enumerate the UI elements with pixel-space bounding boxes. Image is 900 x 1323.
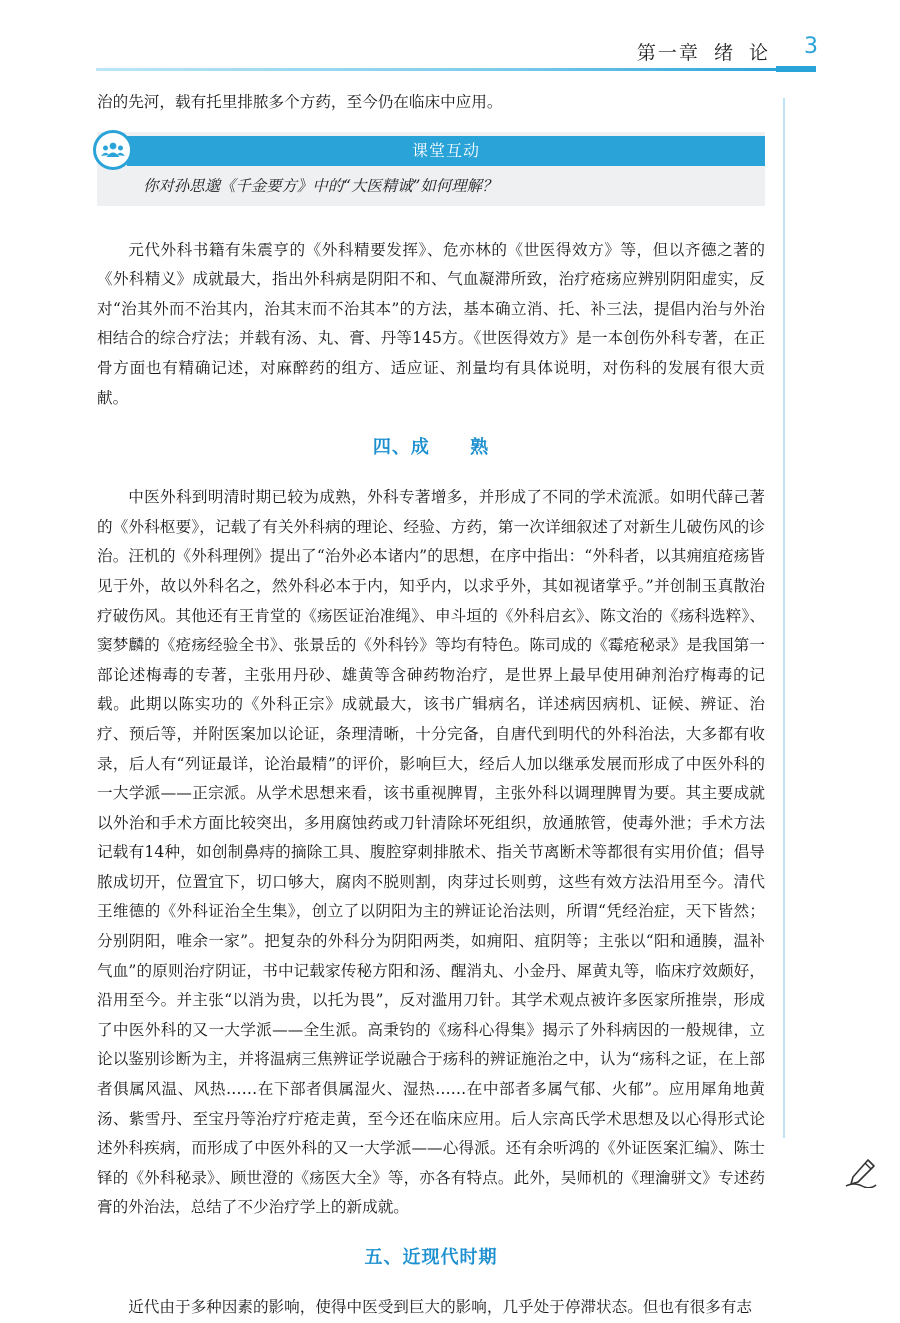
paragraph-modern-start: 近代由于多种因素的影响，使得中医受到巨大的影响，几乎处于停滞状态。但也有很多有志 bbox=[128, 1298, 752, 1316]
page-number: 3 bbox=[804, 34, 818, 59]
paragraph-ming-qing: 中医外科到明清时期已较为成熟，外科专著增多，并形成了不同的学术流派。如明代薛己著的《外科枢要》，记载了有关外科病的理论、经验、方药，第一次详细叙述了对新生儿破伤风的诊治。汪机的《外科理例》提出了“治外必本诸内”的思想，在序中指出：“外科者，以其痈疽疮疡皆见于外，故以外科名之，然外科必本于内，知乎内，以求乎外，其如视诸掌乎。”并创制玉真散治疗破伤风。其他还有王肯堂的《疡医证治准绳》、申斗垣的《外科启玄》、陈文治的《疡科选粹》、窦梦麟的《疮疡经验全书》、张景岳的《外科钤》等均有特色。陈司成的《霉疮秘录》是我国第一部论述梅毒的专著，主张用丹砂、雄黄等含砷药物治疗，是世界上最早使用砷剂治疗梅毒的记载。此期以陈实功的《外科正宗》成就最大，该书广辑病名，详述病因病机、证候、辨证、治疗、预后等，并附医案加以论证，条理清晰，十分完备，自唐代到明代的外科治法，大多都有收录，后人有“列证最详，论治最精”的评价，影响巨大，经后人加以继承发展而形成了中医外科的一大学派——正宗派。从学术思想来看，该书重视脾胃，主张外科以调理脾胃为要。其主要成就以外治和手术方面比较突出，多用腐蚀药或刀针清除坏死组织，放通脓管，使毒外泄；手术方法记载有14种，如创制鼻痔的摘除工具、腹腔穿刺排脓术、指关节离断术等都很有实用价值；倡导脓成切开，位置宜下，切口够大，腐肉不脱则割，肉芽过长则剪，这些有效方法沿用至今。清代王维德的《外科证治全生集》，创立了以阴阳为主的辨证论治法则，所谓“凭经治症，天下皆然；分别阴阳，唯余一家”。把复杂的外科分为阴阳两类，如痈阳、疽阴等；主张以“阳和通腠，温补气血”的原则治疗阴证，书中记载家传秘方阳和汤、醒消丸、小金丹、犀黄丸等，临床疗效颇好，沿用至今。并主张“以消为贵，以托为畏”，反对滥用刀针。其学术观点被许多医家所推崇，形成了中医外科的又一大学派——全生派。高秉钧的《疡科心得集》揭示了外科病因的一般规律，立论以鉴别诊断为主，并将温病三焦辨证学说融合于疡科的辨证施治之中，认为“疡科之证，在上部者俱属风温、风热……在下部者俱属湿火、湿热……在中部者多属气郁、火郁”。应用犀角地黄汤、紫雪丹、至宝丹等治疗疔疮走黄，至今还在临床应用。后人宗高氏学术思想及以心得形式论述外科疾病，而形成了中医外科的又一大学派——心得派。还有余听鸿的《外证医案汇编》、陈士铎的《外科秘录》、顾世澄的《疡医大全》等，亦各有特点。此外，吴师机的《理瀹骈文》专述药膏的外治法，总结了不少治疗学上的新成就。 bbox=[97, 488, 765, 1217]
classroom-interaction-box bbox=[97, 132, 765, 206]
header-rule bbox=[96, 68, 776, 71]
callout-question: 你对孙思邈《千金要方》中的“大医精诚”如何理解？ bbox=[143, 176, 498, 195]
margin-rule bbox=[783, 98, 785, 1138]
section-heading-4: 四、成 熟 bbox=[372, 437, 490, 459]
pen-writing-icon bbox=[844, 1158, 878, 1192]
page-header bbox=[0, 0, 900, 80]
header-rule-accent bbox=[776, 66, 816, 72]
chapter-title: 第一章 绪 论 bbox=[636, 42, 770, 64]
paragraph-yuan-dynasty: 元代外科书籍有朱震亨的《外科精要发挥》、危亦林的《世医得效方》等，但以齐德之著的《外科精义》成就最大，指出外科病是阴阳不和、气血凝滞所致，治疗疮疡应辨别阴阳虚实，反对“治其外而不治其内，治其末而不治其本”的方法，基本确立消、托、补三法，提倡内治与外治相结合的综合疗法；并载有汤、丸、膏、丹等145方。《世医得效方》是一本创伤外科专著，在正骨方面也有精确记述，对麻醉药的组方、适应证、剂量均有具体说明，对伤科的发展有很大贡献。 bbox=[97, 240, 765, 407]
paragraph-intro-tail: 治的先河，载有托里排脓多个方药，至今仍在临床中应用。 bbox=[97, 93, 503, 111]
people-group-icon bbox=[93, 130, 133, 170]
page-body bbox=[97, 88, 765, 1323]
callout-title: 课堂互动 bbox=[127, 136, 765, 166]
section-heading-5: 五、近现代时期 bbox=[364, 1247, 498, 1268]
